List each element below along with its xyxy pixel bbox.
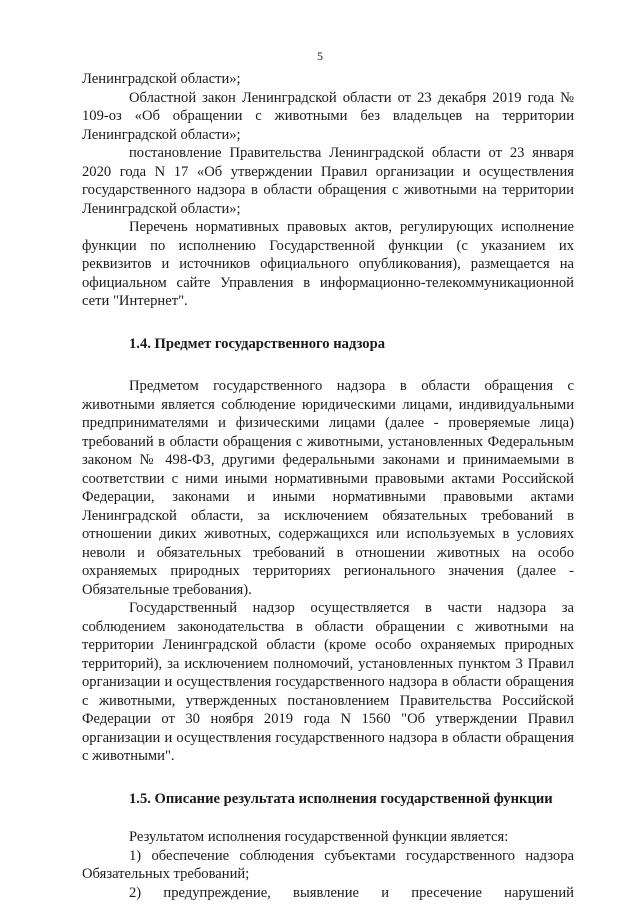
page-number: 5 [317,49,323,63]
paragraph-continuation: Ленинградской области»; [82,71,241,87]
paragraph-government-resolution: постановление Правительства Ленинградской области от 23 января 2020 года N 17 «Об утверждении Правил организации и осуществления государственного надзора в области обращения с животными на территории Ленинградской области»; [82,145,574,217]
list-item-2: 2) предупреждение, выявление и пресечение нарушений [129,884,574,901]
paragraph-subject-of-supervision: Предметом государственного надзора в области обращения с животными является соблюдение юридическими лицами, индивидуальными предпринимателями и физическими лицами (далее - проверяемые лица) требований в области обращения с животными, установленных Федеральным законом № 498-ФЗ, другими федеральными законами и принимаемыми в соответствии с ними иными нормативными правовыми актами Российской Федерации, законами и иными нормативными правовыми актами Ленинградской области, за исключением обязательных требований в отношении диких животных, содержащихся или используемых в условиях неволи и обязательных требований в отношении животных на особо охраняемых природных территориях регионального значения (далее - Обязательные требования). [82,378,574,598]
section-heading-1-4: 1.4. Предмет государственного надзора [129,335,386,352]
paragraph-result-intro: Результатом исполнения государственной функции является: [129,829,509,845]
paragraph-regional-law: Областной закон Ленинградской области от 23 декабря 2019 года № 109-оз «Об обращении с животными без владельцев на территории Ленинградской области»; [82,89,574,143]
list-item-1: 1) обеспечение соблюдения субъектами государственного надзора Обязательных требований; [82,847,574,882]
paragraph-acts-list: Перечень нормативных правовых актов, регулирующих исполнение функции по исполнению Государственной функции (с указанием их реквизитов и источников официального опубликования), размещается на официальном сайте Управления в информационно-телекоммуникационной сети "Интернет". [82,219,574,309]
section-heading-1-5: 1.5. Описание результата исполнения государственной функции [129,790,553,807]
paragraph-supervision-scope: Государственный надзор осуществляется в части надзора за соблюдением законодательства в области обращении с животными на территории Ленинградской области (кроме особо охраняемых природных территорий), за исключением полномочий, установленных пунктом 3 Правил организации и осуществления государственного надзора в области обращения с животными, утвержденных постановлением Правительства Российской Федерации от 30 ноября 2019 года N 1560 "Об утверждении Правил организации и осуществления государственного надзора в области обращения с животными". [82,600,574,764]
document-body [82,70,574,902]
